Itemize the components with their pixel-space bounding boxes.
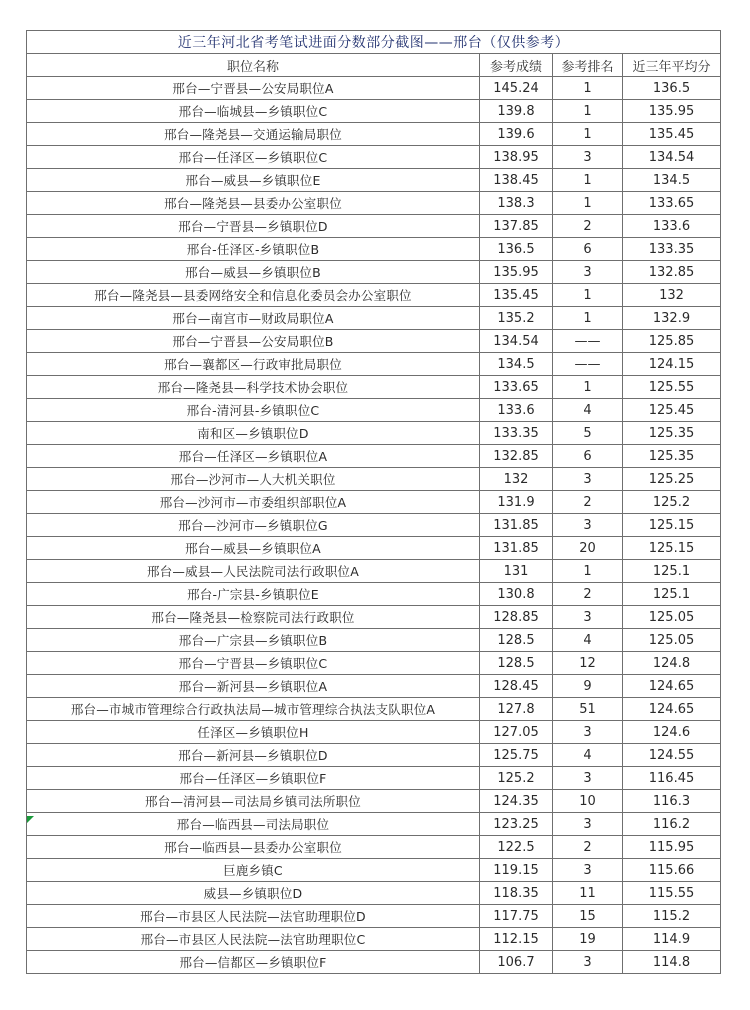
position-name-cell: 邢台—临城县—乡镇职位C xyxy=(27,100,480,123)
score-cell: 106.7 xyxy=(480,951,553,974)
rank-cell: —— xyxy=(553,330,623,353)
table-row xyxy=(27,560,721,583)
rank-cell: 2 xyxy=(553,215,623,238)
table-row xyxy=(27,767,721,790)
score-cell: 130.8 xyxy=(480,583,553,606)
rank-cell: 11 xyxy=(553,882,623,905)
position-name-cell: 邢台—宁晋县—公安局职位A xyxy=(27,77,480,100)
average-cell: 125.15 xyxy=(623,537,721,560)
table-row xyxy=(27,744,721,767)
score-cell: 131.9 xyxy=(480,491,553,514)
table-row xyxy=(27,928,721,951)
average-cell: 135.95 xyxy=(623,100,721,123)
position-name-cell: 邢台—宁晋县—乡镇职位D xyxy=(27,215,480,238)
score-cell: 128.45 xyxy=(480,675,553,698)
table-row xyxy=(27,123,721,146)
position-name-cell: 邢台—任泽区—乡镇职位C xyxy=(27,146,480,169)
position-name-cell: 邢台—任泽区—乡镇职位A xyxy=(27,445,480,468)
table-row xyxy=(27,583,721,606)
table-row xyxy=(27,77,721,100)
position-name-cell: 邢台—临西县—县委办公室职位 xyxy=(27,836,480,859)
position-name-cell: 邢台—隆尧县—检察院司法行政职位 xyxy=(27,606,480,629)
table-row xyxy=(27,514,721,537)
rank-cell: 1 xyxy=(553,307,623,330)
rank-cell: 1 xyxy=(553,169,623,192)
score-cell: 123.25 xyxy=(480,813,553,836)
average-cell: 115.95 xyxy=(623,836,721,859)
rank-cell: 4 xyxy=(553,629,623,652)
average-cell: 124.15 xyxy=(623,353,721,376)
score-cell: 128.85 xyxy=(480,606,553,629)
score-cell: 133.65 xyxy=(480,376,553,399)
score-cell: 131.85 xyxy=(480,537,553,560)
average-cell: 125.45 xyxy=(623,399,721,422)
rank-cell: 3 xyxy=(553,261,623,284)
table-row xyxy=(27,261,721,284)
position-name-cell: 邢台—广宗县—乡镇职位B xyxy=(27,629,480,652)
average-cell: 125.2 xyxy=(623,491,721,514)
table-row xyxy=(27,284,721,307)
score-cell: 133.35 xyxy=(480,422,553,445)
average-cell: 134.5 xyxy=(623,169,721,192)
average-cell: 124.8 xyxy=(623,652,721,675)
rank-cell: 1 xyxy=(553,100,623,123)
average-cell: 132.85 xyxy=(623,261,721,284)
rank-cell: 4 xyxy=(553,744,623,767)
header-three-year-average: 近三年平均分 xyxy=(623,54,721,77)
rank-cell: 2 xyxy=(553,583,623,606)
position-name-cell: 邢台—市县区人民法院—法官助理职位C xyxy=(27,928,480,951)
score-cell: 136.5 xyxy=(480,238,553,261)
position-name-cell: 邢台—隆尧县—县委网络安全和信息化委员会办公室职位 xyxy=(27,284,480,307)
average-cell: 114.8 xyxy=(623,951,721,974)
position-name-cell: 邢台—市县区人民法院—法官助理职位D xyxy=(27,905,480,928)
table-row xyxy=(27,675,721,698)
position-name-cell: 邢台—任泽区—乡镇职位F xyxy=(27,767,480,790)
rank-cell: 20 xyxy=(553,537,623,560)
rank-cell: 3 xyxy=(553,514,623,537)
rank-cell: 3 xyxy=(553,813,623,836)
header-reference-score: 参考成绩 xyxy=(480,54,553,77)
score-cell: 124.35 xyxy=(480,790,553,813)
score-cell: 139.8 xyxy=(480,100,553,123)
table-row xyxy=(27,100,721,123)
average-cell: 115.66 xyxy=(623,859,721,882)
score-cell: 119.15 xyxy=(480,859,553,882)
table-row xyxy=(27,491,721,514)
average-cell: 125.15 xyxy=(623,514,721,537)
header-reference-rank: 参考排名 xyxy=(553,54,623,77)
rank-cell: 1 xyxy=(553,560,623,583)
position-name-cell: 邢台—宁晋县—公安局职位B xyxy=(27,330,480,353)
table-row xyxy=(27,307,721,330)
title-row xyxy=(27,31,721,54)
position-name-cell: 邢台-广宗县-乡镇职位E xyxy=(27,583,480,606)
table-row xyxy=(27,422,721,445)
rank-cell: 6 xyxy=(553,445,623,468)
position-name-cell: 邢台—沙河市—市委组织部职位A xyxy=(27,491,480,514)
table-row xyxy=(27,836,721,859)
rank-cell: 1 xyxy=(553,284,623,307)
score-cell: 135.2 xyxy=(480,307,553,330)
score-cell: 117.75 xyxy=(480,905,553,928)
score-cell: 127.05 xyxy=(480,721,553,744)
table-row xyxy=(27,169,721,192)
table-row xyxy=(27,399,721,422)
score-cell: 132.85 xyxy=(480,445,553,468)
rank-cell: 51 xyxy=(553,698,623,721)
cell-comment-marker xyxy=(27,816,34,823)
score-cell: 134.5 xyxy=(480,353,553,376)
table-title: 近三年河北省考笔试进面分数部分截图——邢台（仅供参考） xyxy=(27,31,721,54)
average-cell: 115.2 xyxy=(623,905,721,928)
position-name-cell: 巨鹿乡镇C xyxy=(27,859,480,882)
score-cell: 118.35 xyxy=(480,882,553,905)
rank-cell: 5 xyxy=(553,422,623,445)
average-cell: 132 xyxy=(623,284,721,307)
rank-cell: 1 xyxy=(553,123,623,146)
position-name-cell: 邢台—市城市管理综合行政执法局—城市管理综合执法支队职位A xyxy=(27,698,480,721)
rank-cell: 4 xyxy=(553,399,623,422)
rank-cell: 2 xyxy=(553,836,623,859)
average-cell: 124.55 xyxy=(623,744,721,767)
average-cell: 125.35 xyxy=(623,445,721,468)
table-row xyxy=(27,629,721,652)
score-cell: 139.6 xyxy=(480,123,553,146)
average-cell: 115.55 xyxy=(623,882,721,905)
position-name-cell: 威县—乡镇职位D xyxy=(27,882,480,905)
position-name-cell: 邢台—威县—人民法院司法行政职位A xyxy=(27,560,480,583)
score-cell: 112.15 xyxy=(480,928,553,951)
average-cell: 124.6 xyxy=(623,721,721,744)
score-cell: 132 xyxy=(480,468,553,491)
position-name-cell: 邢台—隆尧县—科学技术协会职位 xyxy=(27,376,480,399)
table-row xyxy=(27,606,721,629)
position-name-cell: 邢台—沙河市—人大机关职位 xyxy=(27,468,480,491)
position-name-cell: 邢台—南宫市—财政局职位A xyxy=(27,307,480,330)
rank-cell: 3 xyxy=(553,606,623,629)
average-cell: 125.1 xyxy=(623,583,721,606)
table-row xyxy=(27,882,721,905)
position-name-cell: 邢台—宁晋县—乡镇职位C xyxy=(27,652,480,675)
average-cell: 116.45 xyxy=(623,767,721,790)
average-cell: 132.9 xyxy=(623,307,721,330)
rank-cell: 19 xyxy=(553,928,623,951)
rank-cell: 3 xyxy=(553,859,623,882)
average-cell: 124.65 xyxy=(623,675,721,698)
rank-cell: 3 xyxy=(553,146,623,169)
table-row xyxy=(27,445,721,468)
average-cell: 116.2 xyxy=(623,813,721,836)
rank-cell: 1 xyxy=(553,376,623,399)
table-row xyxy=(27,790,721,813)
position-name-cell: 邢台—隆尧县—县委办公室职位 xyxy=(27,192,480,215)
table-row xyxy=(27,652,721,675)
table-row xyxy=(27,192,721,215)
average-cell: 125.85 xyxy=(623,330,721,353)
average-cell: 114.9 xyxy=(623,928,721,951)
average-cell: 134.54 xyxy=(623,146,721,169)
score-cell: 127.8 xyxy=(480,698,553,721)
average-cell: 133.65 xyxy=(623,192,721,215)
table-row xyxy=(27,905,721,928)
score-cell: 122.5 xyxy=(480,836,553,859)
score-cell: 131.85 xyxy=(480,514,553,537)
score-cell: 128.5 xyxy=(480,652,553,675)
score-cell: 137.85 xyxy=(480,215,553,238)
position-name-cell: 任泽区—乡镇职位H xyxy=(27,721,480,744)
score-cell: 135.45 xyxy=(480,284,553,307)
score-cell: 138.3 xyxy=(480,192,553,215)
rank-cell: 10 xyxy=(553,790,623,813)
rank-cell: 2 xyxy=(553,491,623,514)
position-name-cell: 邢台-任泽区-乡镇职位B xyxy=(27,238,480,261)
average-cell: 135.45 xyxy=(623,123,721,146)
score-cell: 131 xyxy=(480,560,553,583)
score-cell: 125.75 xyxy=(480,744,553,767)
table-row xyxy=(27,721,721,744)
table-body xyxy=(27,31,721,974)
position-name-cell: 邢台—威县—乡镇职位B xyxy=(27,261,480,284)
average-cell: 125.35 xyxy=(623,422,721,445)
position-name-cell: 邢台—隆尧县—交通运输局职位 xyxy=(27,123,480,146)
average-cell: 125.55 xyxy=(623,376,721,399)
score-table xyxy=(26,30,721,974)
rank-cell: 3 xyxy=(553,721,623,744)
position-name-cell: 邢台—清河县—司法局乡镇司法所职位 xyxy=(27,790,480,813)
table-row xyxy=(27,376,721,399)
average-cell: 124.65 xyxy=(623,698,721,721)
table-row xyxy=(27,859,721,882)
table-row xyxy=(27,537,721,560)
header-row xyxy=(27,54,721,77)
table-row xyxy=(27,698,721,721)
table-row xyxy=(27,146,721,169)
rank-cell: 1 xyxy=(553,77,623,100)
average-cell: 125.05 xyxy=(623,629,721,652)
position-name-cell: 邢台—沙河市—乡镇职位G xyxy=(27,514,480,537)
table-row xyxy=(27,951,721,974)
position-name-cell: 邢台—信都区—乡镇职位F xyxy=(27,951,480,974)
table-row xyxy=(27,813,721,836)
score-cell: 125.2 xyxy=(480,767,553,790)
average-cell: 125.1 xyxy=(623,560,721,583)
score-cell: 134.54 xyxy=(480,330,553,353)
rank-cell: 9 xyxy=(553,675,623,698)
average-cell: 133.35 xyxy=(623,238,721,261)
score-cell: 145.24 xyxy=(480,77,553,100)
average-cell: 133.6 xyxy=(623,215,721,238)
score-cell: 138.95 xyxy=(480,146,553,169)
position-name-cell: 邢台-清河县-乡镇职位C xyxy=(27,399,480,422)
average-cell: 125.25 xyxy=(623,468,721,491)
table-row xyxy=(27,330,721,353)
average-cell: 116.3 xyxy=(623,790,721,813)
position-name-cell: 南和区—乡镇职位D xyxy=(27,422,480,445)
position-name-cell: 邢台—威县—乡镇职位E xyxy=(27,169,480,192)
score-cell: 133.6 xyxy=(480,399,553,422)
table-row xyxy=(27,468,721,491)
score-cell: 135.95 xyxy=(480,261,553,284)
rank-cell: 6 xyxy=(553,238,623,261)
table-row xyxy=(27,353,721,376)
table-row xyxy=(27,215,721,238)
score-cell: 128.5 xyxy=(480,629,553,652)
position-name-cell: 邢台—新河县—乡镇职位A xyxy=(27,675,480,698)
position-name-cell: 邢台—威县—乡镇职位A xyxy=(27,537,480,560)
rank-cell: 1 xyxy=(553,192,623,215)
position-name-cell: 邢台—临西县—司法局职位 xyxy=(27,813,480,836)
rank-cell: 3 xyxy=(553,767,623,790)
table-row xyxy=(27,238,721,261)
rank-cell: —— xyxy=(553,353,623,376)
position-name-cell: 邢台—襄都区—行政审批局职位 xyxy=(27,353,480,376)
average-cell: 125.05 xyxy=(623,606,721,629)
header-position-name: 职位名称 xyxy=(27,54,480,77)
score-cell: 138.45 xyxy=(480,169,553,192)
rank-cell: 12 xyxy=(553,652,623,675)
position-name-cell: 邢台—新河县—乡镇职位D xyxy=(27,744,480,767)
rank-cell: 15 xyxy=(553,905,623,928)
rank-cell: 3 xyxy=(553,468,623,491)
average-cell: 136.5 xyxy=(623,77,721,100)
rank-cell: 3 xyxy=(553,951,623,974)
